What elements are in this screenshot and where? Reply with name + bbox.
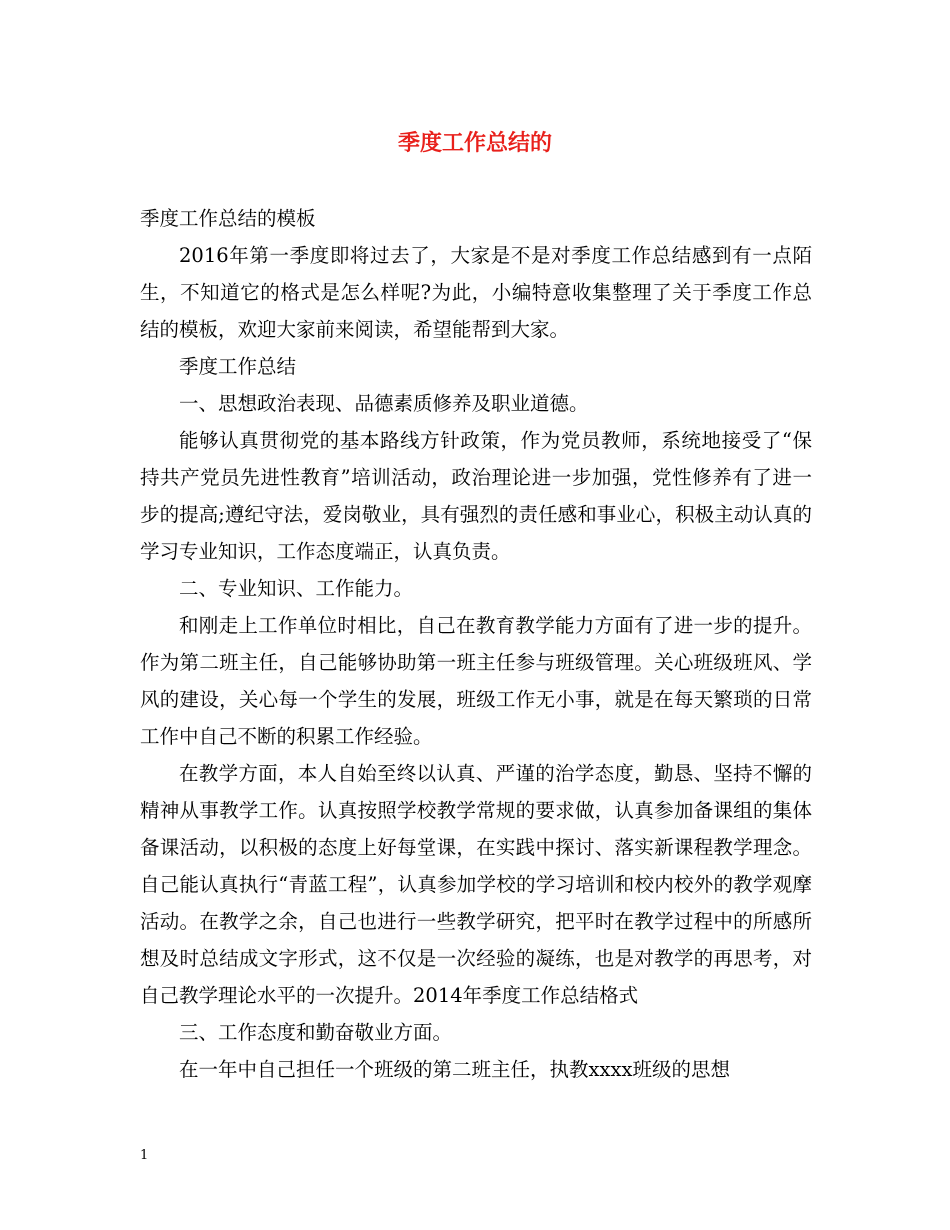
body-paragraph: 能够认真贯彻党的基本路线方针政策，作为党员教师，系统地接受了“保持共产党员先进性教育”培训活动，政治理论进一步加强，党性修养有了进一步的提高;遵纪守法，爱岗敬业，具有强烈的责任感和事业心，积极主动认真的学习专业知识，工作态度端正，认真负责。 [140, 429, 812, 563]
section-heading-3: 三、工作态度和勤奋敬业方面。 [179, 1021, 453, 1044]
subtitle-paragraph: 季度工作总结的模板 [140, 207, 316, 230]
page-number: 1 [140, 1148, 149, 1163]
section-heading-1: 一、思想政治表现、品德素质修养及职业道德。 [179, 392, 589, 415]
document-body [140, 200, 812, 1088]
section-heading: 季度工作总结 [179, 355, 297, 378]
body-paragraph: 在一年中自己担任一个班级的第二班主任，执教xxxx班级的思想 [179, 1058, 730, 1081]
intro-paragraph: 2016年第一季度即将过去了，大家是不是对季度工作总结感到有一点陌生，不知道它的格式是怎么样呢?为此，小编特意收集整理了关于季度工作总结的模板，欢迎大家前来阅读，希望能帮到大家。 [140, 244, 812, 341]
document-title: 季度工作总结的 [397, 131, 552, 156]
body-paragraph: 和刚走上工作单位时相比，自己在教育教学能力方面有了进一步的提升。作为第二班主任，自己能够协助第一班主任参与班级管理。关心班级班风、学风的建设，关心每一个学生的发展，班级工作无小事，就是在每天繁琐的日常工作中自己不断的积累工作经验。 [140, 614, 812, 748]
body-paragraph: 在教学方面，本人自始至终以认真、严谨的治学态度，勤恳、坚持不懈的精神从事教学工作。认真按照学校教学常规的要求做，认真参加备课组的集体备课活动，以积极的态度上好每堂课，在实践中探讨、落实新课程教学理念。自己能认真执行“青蓝工程”，认真参加学校的学习培训和校内校外的教学观摩活动。在教学之余，自己也进行一些教学研究，把平时在教学过程中的所感所想及时总结成文字形式，这不仅是一次经验的凝练，也是对教学的再思考，对自己教学理论水平的一次提升。2014年季度工作总结格式 [140, 762, 812, 1007]
section-heading-2: 二、专业知识、工作能力。 [179, 577, 414, 600]
